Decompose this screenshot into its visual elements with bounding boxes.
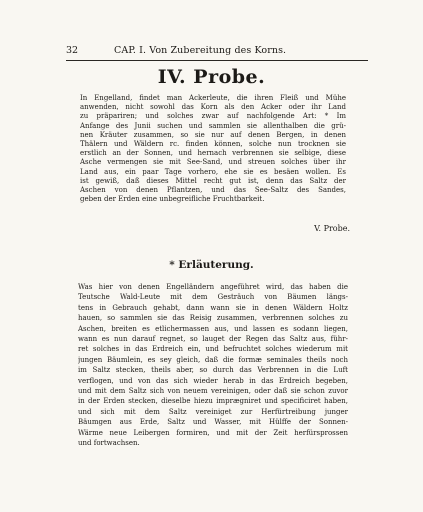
text-line: Was hier von denen Engelländern angeführet wird, das haben die	[78, 283, 348, 291]
text-line: hauen, so sammlen sie das Reisig zusammen, verbrennen solches zu	[78, 314, 348, 323]
text-line: Bäumgen aus Erde, Saltz und Wasser, mit Hülffe der Sonnen-	[78, 418, 348, 427]
text-line: tens in Gebrauch gehabt, dann wann sie in denen Wäldern Holtz	[78, 303, 348, 312]
text-line: Land aus, ein paar Tage vorhero, ehe sie es besäen wollen. Es	[80, 167, 346, 176]
text-line: ret solches in das Erdreich ein, und befruchtet solches wiederum mit	[78, 345, 348, 354]
text-line: und sich mit dem Saltz vereiniget zur Herfürtreibung junger	[78, 407, 348, 416]
text-line: und mit dem Saltz sich von neuem vereinigen, oder daß sie schon zuvor	[78, 387, 348, 396]
subheading: * Erläuterung.	[169, 259, 254, 271]
text-line: Teutsche Wald-Leute mit dem Gesträuch von Bäumen längs-	[78, 293, 348, 302]
header-rule	[66, 60, 368, 61]
text-line: geben der Erden eine unbegreifliche Fruchtbarkeit.	[80, 195, 265, 204]
text-line: Asche vermengen sie mit See-Sand, und streuen solches über ihr	[80, 158, 346, 167]
text-line: im Saltz stecken, theils aber, so durch das Verbrennen in die Luft	[78, 366, 348, 375]
text-line: anwenden, nicht sowohl das Korn als den Acker oder ihr Land	[80, 103, 346, 112]
text-line: zu präpariren; und solches zwar auf nachfolgende Art: * Im	[80, 112, 346, 121]
page-number: 32	[66, 45, 79, 56]
text-line: Anfange des Junii suchen und sammlen sie allenthalben die grü-	[80, 121, 346, 130]
text-line: und fortwachsen.	[78, 439, 140, 448]
text-line: in der Erden stecken, dieselbe hiezu imprægniret und specificiret haben,	[78, 397, 348, 406]
text-line: Thälern und Wäldern rc. finden können, solche nun trocknen sie	[80, 140, 346, 149]
running-head	[66, 44, 366, 58]
text-line: erstlich an der Sonnen, und hernach verbrennen sie selbige, diese	[80, 149, 346, 158]
text-line: nen Kräuter zusammen, so sie nur auf denen Bergen, in denen	[80, 130, 346, 139]
text-line: Wärme neue Leibergen formiren, und mit der Zeit herfürsprossen	[78, 428, 348, 437]
text-line: ist gewiß, daß dieses Mittel recht gut ist, denn das Saltz der	[80, 176, 346, 185]
section-title: IV. Probe.	[157, 66, 266, 88]
running-title: CAP. I. Von Zubereitung des Korns.	[114, 45, 287, 56]
paragraph-1	[80, 94, 346, 204]
signoff: V. Probe.	[314, 224, 350, 233]
paragraph-2	[78, 282, 348, 449]
text-line: Aschen, breiten es etlichermassen aus, und lassen es sodann liegen,	[78, 324, 348, 333]
text-line: In Engelland, findet man Ackerleute, die ihren Fleiß und Mühe	[80, 94, 346, 102]
text-line: verflogen, und von das sich wieder herab in das Erdreich begeben,	[78, 376, 348, 385]
text-line: Aschen von denen Pflantzen, und das See-Saltz des Sandes,	[80, 186, 346, 195]
text-line: wann es nun darauf regnet, so lauget der Regen das Saltz aus, führ-	[78, 335, 348, 344]
text-line: jungen Bäumlein, es sey gleich, daß die formæ seminales theils noch	[78, 355, 348, 364]
